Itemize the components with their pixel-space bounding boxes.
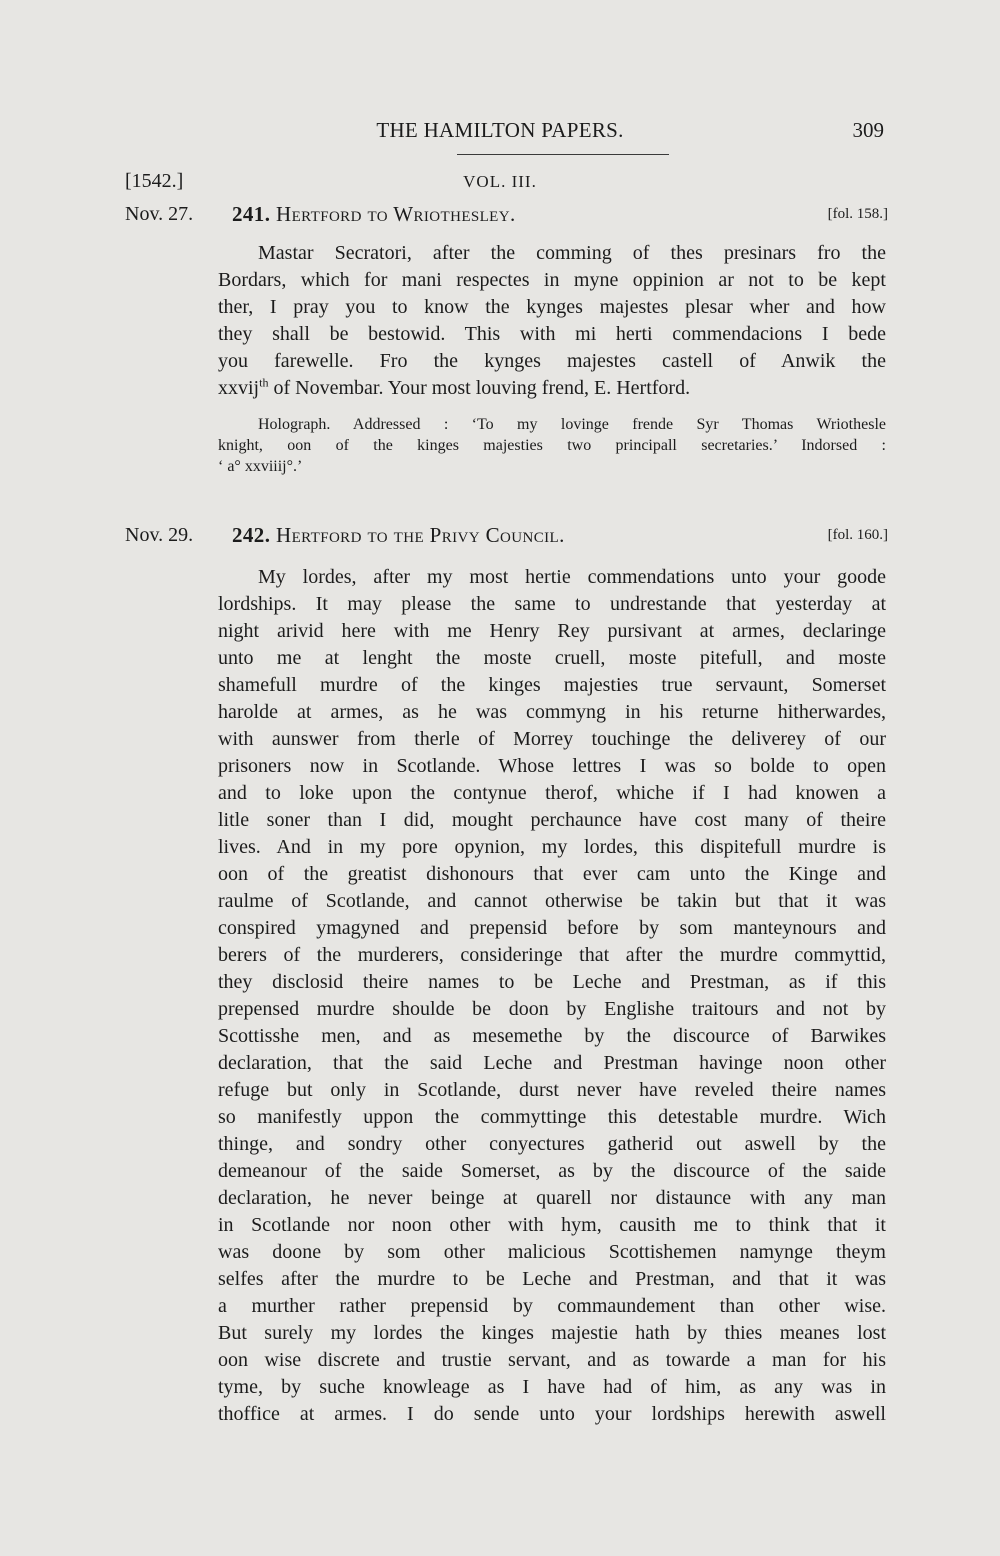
body-line: But surely my lordes the kinges majestie hath by thies meanes lost — [218, 1322, 886, 1344]
body-line: they shall be bestowid. This with mi herti commendacions I bede — [218, 323, 886, 345]
body-line: ther, I pray you to know the kynges majestes plesar wher and how — [218, 296, 886, 318]
body-line: and to loke upon the contynue therof, whiche if I had knowen a — [218, 782, 886, 804]
body-line: raulme of Scotlande, and cannot otherwise be takin but that it was — [218, 890, 886, 912]
body-line: declaration, he never beinge at quarell nor distaunce with any man — [218, 1187, 886, 1209]
body-line: harolde at armes, as he was commyng in his returne hitherwardes, — [218, 701, 886, 723]
running-title: THE HAMILTON PAPERS. — [376, 118, 624, 142]
body-line: they disclosid theire names to be Leche and Prestman, as if this — [218, 971, 886, 993]
editorial-note — [218, 414, 886, 477]
body-line: thinge, and sondry other conyectures gatherid out aswell by the — [218, 1133, 886, 1155]
body-line: litle soner than I did, mought perchaunce have cost many of theire — [218, 809, 886, 831]
note-line: ‘ a° xxviiij°.’ — [218, 458, 303, 475]
body-line-part: xxvij — [218, 377, 260, 399]
body-line: was doone by som other malicious Scottishemen namynge theym — [218, 1241, 886, 1263]
letter-body — [218, 564, 886, 1428]
body-line: lives. And in my pore opynion, my lordes, this dispitefull murdre is — [218, 836, 886, 858]
folio-reference: [fol. 158.] — [827, 206, 888, 222]
year-label: [1542.] — [125, 170, 184, 192]
body-line: unto me at lenght the moste cruell, moste pitefull, and moste — [218, 647, 886, 669]
body-line: refuge but only in Scotlande, durst never have reveled theire names — [218, 1079, 886, 1101]
body-line: oon of the greatist dishonours that ever cam unto the Kinge and — [218, 863, 886, 885]
body-line: thoffice at armes. I do sende unto your lordships herewith aswell — [218, 1403, 886, 1425]
header-rule — [457, 154, 669, 155]
volume-label: VOL. III. — [463, 172, 537, 191]
body-line: oon wise discrete and trustie servant, and as towarde a man for his — [218, 1349, 886, 1371]
body-line: night arivid here with me Henry Rey pursivant at armes, declaringe — [218, 620, 886, 642]
body-line: a murther rather prepensid by commaundement than other wise. — [218, 1295, 886, 1317]
body-line: demeanour of the saide Somerset, as by the discource of the saide — [218, 1160, 886, 1182]
entry-date: Nov. 29. — [125, 524, 194, 546]
body-line: you farewelle. Fro the kynges majestes castell of Anwik the — [218, 350, 886, 372]
body-line: prisoners now in Scotlande. Whose lettres I was so bolde to open — [218, 755, 886, 777]
note-line: Holograph. Addressed : ‘To my lovinge frende Syr Thomas Wriothesle — [258, 416, 886, 433]
body-line: Mastar Secratori, after the comming of thes presinars fro the — [258, 242, 886, 264]
body-line: with aunswer from therle of Morrey touchinge the deliverey of our — [218, 728, 886, 750]
body-line: My lordes, after my most hertie commendations unto your goode — [258, 566, 886, 588]
body-line: lordships. It may please the same to undrestande that yesterday at — [218, 593, 886, 615]
body-line-part: of Novembar. Your most louving frend, E. Hertford. — [268, 377, 691, 399]
superscript: th — [259, 375, 269, 390]
letter-body — [218, 240, 886, 402]
folio-reference: [fol. 160.] — [827, 527, 888, 543]
page-number: 309 — [852, 118, 884, 142]
entry-date: Nov. 27. — [125, 203, 194, 225]
entry-heading — [232, 202, 516, 227]
body-line — [218, 375, 886, 402]
body-line: tyme, by suche knowleage as I have had of him, as any was in — [218, 1376, 886, 1398]
body-line: berers of the murderers, consideringe that after the murdre commyttid, — [218, 944, 886, 966]
body-line: conspired ymagyned and prepensid before by som manteynours and — [218, 917, 886, 939]
note-line: knight, oon of the kinges majesties two principall secretaries.’ Indorsed : — [218, 437, 886, 454]
body-line: Scottisshe men, and as mesemethe by the discource of Barwikes — [218, 1025, 886, 1047]
body-line: prepensed murdre shoulde be doon by Englishe traitours and not by — [218, 998, 886, 1020]
entry-title: Hertford to the Privy Council. — [276, 523, 565, 547]
body-line: so manifestly uppon the commyttinge this detestable murdre. Wich — [218, 1106, 886, 1128]
entry-number: 242. — [232, 523, 271, 547]
entry-number: 241. — [232, 202, 271, 226]
entry-heading — [232, 523, 565, 548]
entry-title: Hertford to Wriothesley. — [276, 202, 516, 226]
body-line: Bordars, which for mani respectes in myne oppinion ar not to be kept — [218, 269, 886, 291]
body-line: selfes after the murdre to be Leche and Prestman, and that it was — [218, 1268, 886, 1290]
body-line: declaration, that the said Leche and Prestman havinge noon other — [218, 1052, 886, 1074]
body-line: in Scotlande nor noon other with hym, causith me to think that it — [218, 1214, 886, 1236]
body-line: shamefull murdre of the kinges majesties true servaunt, Somerset — [218, 674, 886, 696]
